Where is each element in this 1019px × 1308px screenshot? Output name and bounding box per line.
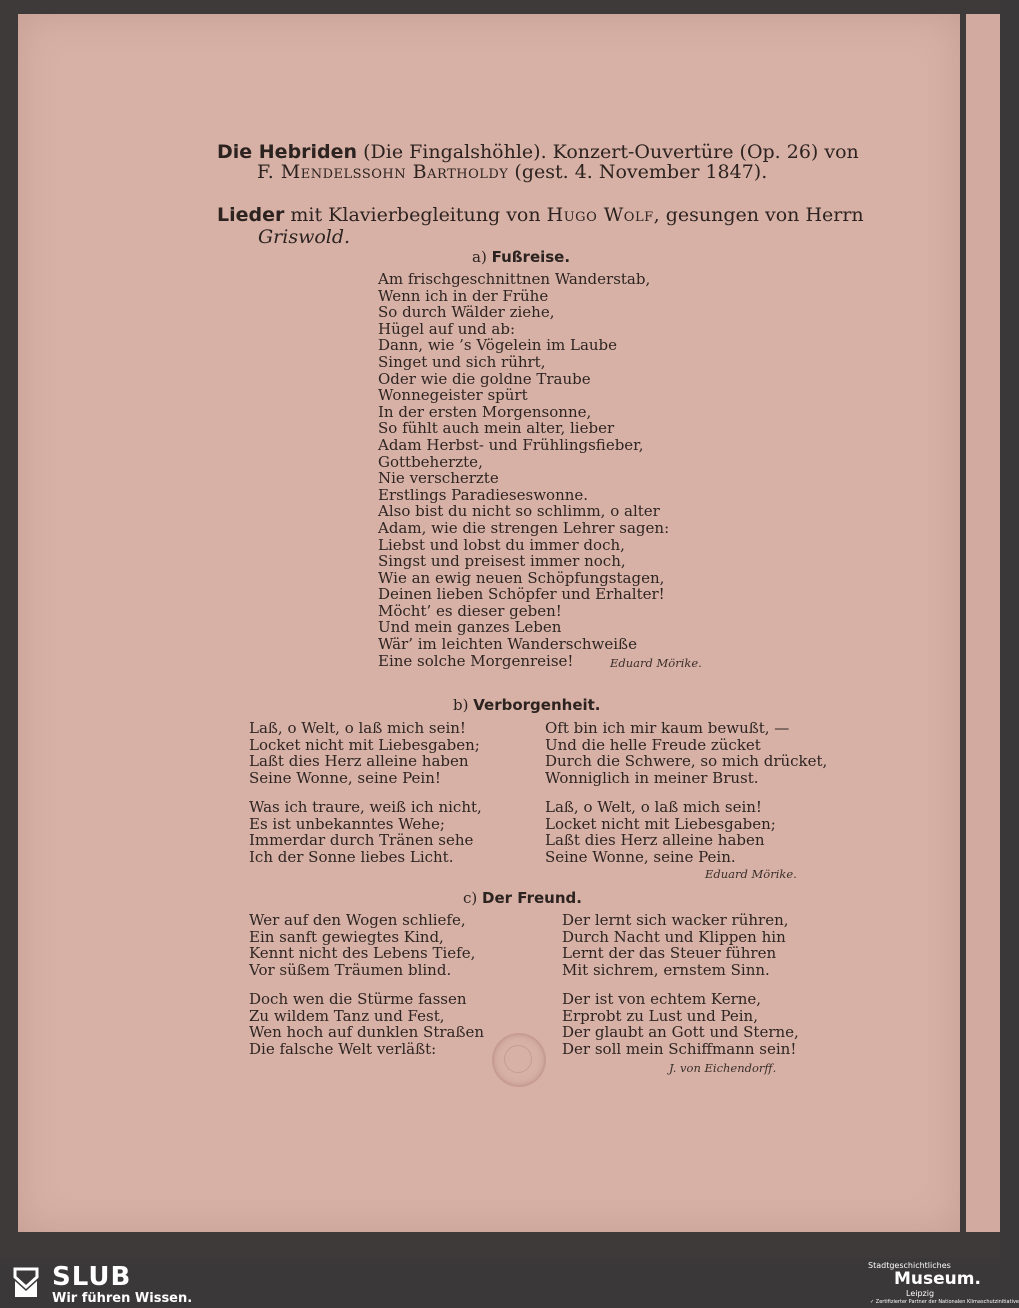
poem-line: In der ersten Morgensonne, xyxy=(378,402,592,421)
poem-line: Wer auf den Wogen schliefe, xyxy=(249,911,466,929)
song-a-heading xyxy=(472,248,570,266)
adjacent-page-edge xyxy=(966,14,1000,1232)
poem-line: Zu wildem Tanz und Fest, xyxy=(249,1006,445,1025)
poem-line: Wenn ich in der Frühe xyxy=(378,286,549,305)
hebriden-composer-line xyxy=(257,161,767,183)
lieder-title: Lieder xyxy=(217,204,285,226)
slub-logo-icon xyxy=(11,1267,41,1299)
song-b-left-stanza-1 xyxy=(249,720,480,786)
poem-line: Locket nicht mit Liebesgaben; xyxy=(249,735,480,754)
poem-line: Durch die Schwere, so mich drücket, xyxy=(545,752,828,771)
poem-line: Es ist unbekanntes Wehe; xyxy=(249,814,445,833)
poem-line: Laß, o Welt, o laß mich sein! xyxy=(545,798,762,816)
slub-slogan: Wir führen Wissen. xyxy=(52,1291,193,1306)
poem-line: Laßt dies Herz alleine haben xyxy=(249,752,469,771)
poem-line: Seine Wonne, seine Pein. xyxy=(545,847,736,866)
poem-line: So fühlt auch mein alter, lieber xyxy=(378,419,615,438)
poem-line: Ich der Sonne liebes Licht. xyxy=(249,847,454,866)
poem-line: Seine Wonne, seine Pein! xyxy=(249,768,441,787)
poem-line: Oder wie die goldne Traube xyxy=(378,369,591,388)
hebriden-title: Die Hebriden xyxy=(217,141,358,163)
lieder-singer: Griswold. xyxy=(258,226,351,248)
poem-line: Adam, wie die strengen Lehrer sagen: xyxy=(378,518,670,537)
poem-line: Nie verscherzte xyxy=(378,469,499,488)
museum-top-label: Stadtgeschichtliches xyxy=(868,1261,951,1270)
poem-line: Locket nicht mit Liebesgaben; xyxy=(545,814,776,833)
song-c-left-stanza-1 xyxy=(249,912,475,978)
lieder-description-2: , gesungen von Herrn xyxy=(653,204,864,226)
poem-line: Hügel auf und ab: xyxy=(378,319,515,338)
hebriden-composer: F. Mendelssohn Bartholdy xyxy=(257,161,509,183)
poem-line: Wonniglich in meiner Brust. xyxy=(545,768,759,787)
poem-line: Gottbeherzte, xyxy=(378,452,483,471)
footer-bar xyxy=(0,1258,1019,1308)
poem-line: Laßt dies Herz alleine haben xyxy=(545,831,765,850)
museum-certification: ✓ Zertifizierter Partner der Nationalen Klimaschutzinitiative xyxy=(870,1299,1019,1305)
poem-line: Immerdar durch Tränen sehe xyxy=(249,831,474,850)
poem-line: Am frischgeschnittnen Wanderstab, xyxy=(378,270,651,288)
poem-line: Der ist von echtem Kerne, xyxy=(562,990,762,1008)
song-b-author: Eduard Mörike. xyxy=(705,867,797,881)
poem-line: Ein sanft gewiegtes Kind, xyxy=(249,927,444,946)
song-b-right-stanza-2 xyxy=(545,799,776,865)
museum-name: Museum. xyxy=(894,1269,981,1289)
poem-line: Liebst und lobst du immer doch, xyxy=(378,535,625,554)
song-c-right-stanza-2 xyxy=(562,991,799,1057)
lieder-heading xyxy=(217,204,864,226)
song-c-heading xyxy=(463,889,582,907)
song-c-author: J. von Eichendorff. xyxy=(669,1061,777,1075)
song-c-title: Der Freund. xyxy=(482,889,582,907)
song-b-title: Verborgenheit. xyxy=(473,696,601,714)
poem-line: Wie an ewig neuen Schöpfungstagen, xyxy=(378,568,665,587)
poem-line: Lernt der das Steuer führen xyxy=(562,944,777,963)
song-b-label: b) xyxy=(453,696,469,714)
poem-line: Mit sichrem, ernstem Sinn. xyxy=(562,960,770,979)
poem-line: Erprobt zu Lust und Pein, xyxy=(562,1006,758,1025)
song-c-left-stanza-2 xyxy=(249,991,484,1057)
poem-line: Der soll mein Schiffmann sein! xyxy=(562,1039,797,1058)
poem-line: Doch wen die Stürme fassen xyxy=(249,990,467,1008)
lieder-description-1: mit Klavierbegleitung von xyxy=(284,204,547,226)
poem-line: Erstlings Paradieseswonne. xyxy=(378,485,589,504)
slub-name: SLUB xyxy=(52,1262,132,1292)
poem-line: Deinen lieben Schöpfer und Erhalter! xyxy=(378,585,665,604)
poem-line: Eine solche Morgenreise! xyxy=(378,651,574,670)
embossed-seal-icon xyxy=(492,1033,546,1087)
poem-line: Möcht’ es dieser geben! xyxy=(378,601,562,620)
poem-line: Oft bin ich mir kaum bewußt, — xyxy=(545,719,790,737)
song-c-label: c) xyxy=(463,889,478,907)
song-c-right-stanza-1 xyxy=(562,912,789,978)
poem-line: Singet und sich rührt, xyxy=(378,352,546,371)
poem-line: Und mein ganzes Leben xyxy=(378,618,562,637)
song-b-heading xyxy=(453,696,601,714)
song-a-poem xyxy=(378,271,669,669)
poem-line: Was ich traure, weiß ich nicht, xyxy=(249,798,482,816)
poem-line: Vor süßem Träumen blind. xyxy=(249,960,452,979)
poem-line: Also bist du nicht so schlimm, o alter xyxy=(378,502,660,521)
song-a-author: Eduard Mörike. xyxy=(610,656,702,670)
poem-line: Kennt nicht des Lebens Tiefe, xyxy=(249,944,476,963)
poem-line: Der glaubt an Gott und Sterne, xyxy=(562,1023,799,1042)
poem-line: Laß, o Welt, o laß mich sein! xyxy=(249,719,466,737)
song-b-left-stanza-2 xyxy=(249,799,482,865)
poem-line: Der lernt sich wacker rühren, xyxy=(562,911,789,929)
poem-line: Adam Herbst- und Frühlingsfieber, xyxy=(378,435,644,454)
lieder-composer: Hugo Wolf xyxy=(546,204,654,226)
poem-line: Singst und preisest immer noch, xyxy=(378,552,626,571)
poem-line: Wär’ im leichten Wanderschweiße xyxy=(378,635,637,654)
museum-logo xyxy=(862,1261,1019,1307)
hebriden-heading xyxy=(217,141,859,163)
poem-line: Dann, wie ’s Vögelein im Laube xyxy=(378,336,618,355)
song-b-right-stanza-1 xyxy=(545,720,827,786)
hebriden-date: (gest. 4. November 1847). xyxy=(508,161,768,183)
poem-line: So durch Wälder ziehe, xyxy=(378,303,555,322)
song-a-label: a) xyxy=(472,248,487,266)
poem-line: Durch Nacht und Klippen hin xyxy=(562,927,786,946)
poem-line: Die falsche Welt verläßt: xyxy=(249,1039,437,1058)
museum-city: Leipzig xyxy=(906,1289,935,1298)
poem-line: Wonnegeister spürt xyxy=(378,386,528,405)
hebriden-description: (Die Fingalshöhle). Konzert-Ouvertüre (Op. 26) von xyxy=(357,141,859,163)
song-a-title: Fußreise. xyxy=(491,248,571,266)
poem-line: Und die helle Freude zücket xyxy=(545,735,761,754)
poem-line: Wen hoch auf dunklen Straßen xyxy=(249,1023,485,1042)
